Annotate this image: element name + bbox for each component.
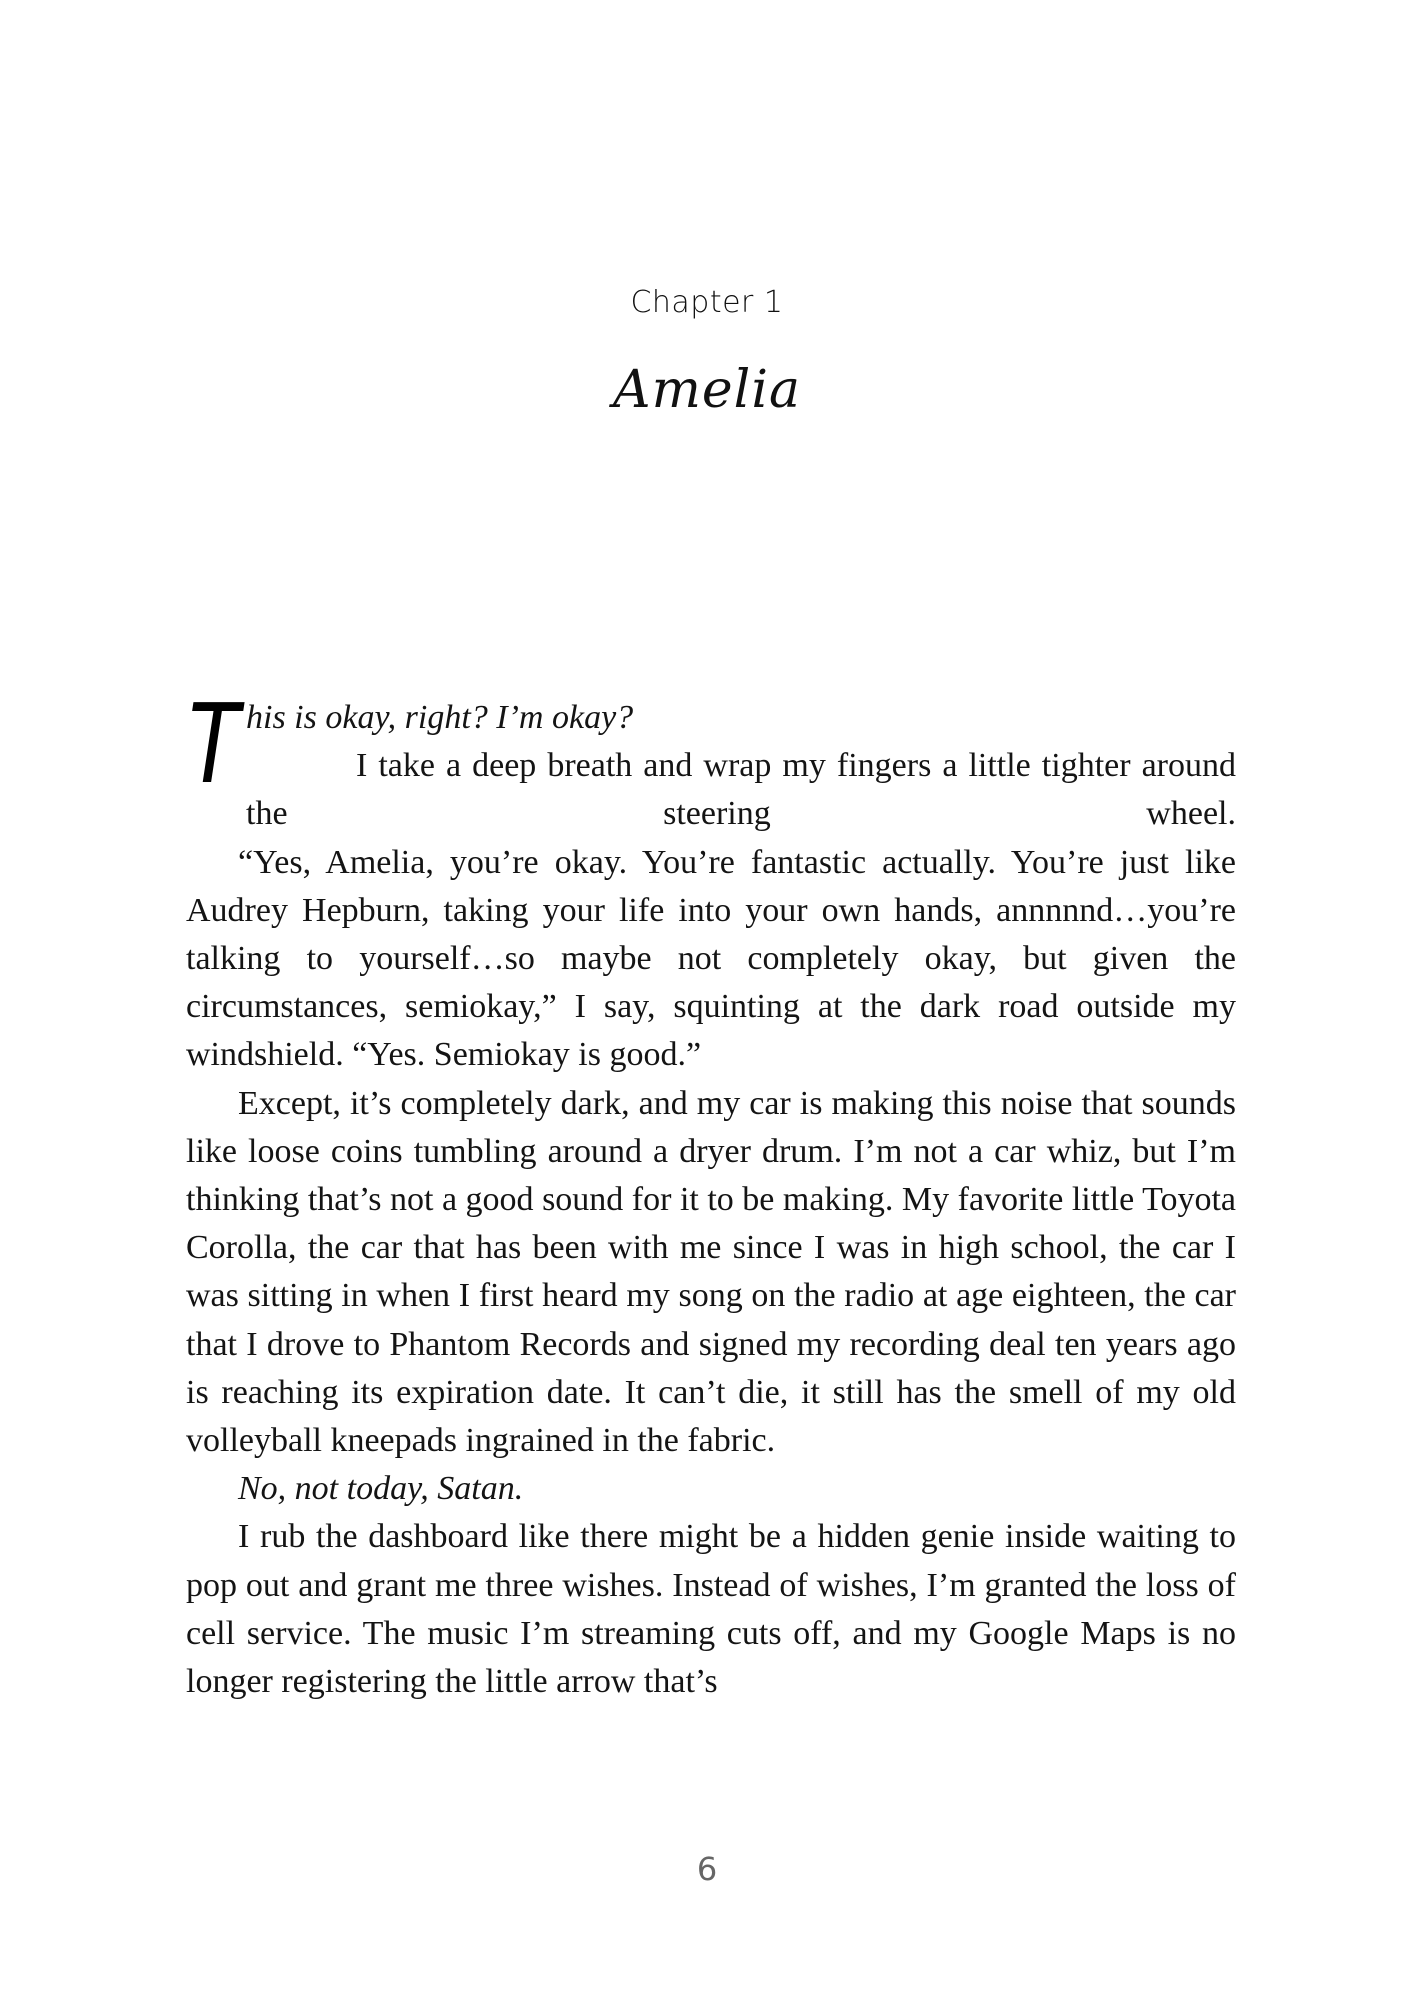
paragraph-2: “Yes, Amelia, you’re okay. You’re fantastic actually. You’re just like Audrey Hepburn, taking your life into your own hands, annnnnd…you’re talking to yourself…so maybe not completely okay, but given the circumstances, semiokay,” I say, squinting at the dark road outside my windshield. “Yes. Semiokay is good.” <box>186 843 1236 1074</box>
paragraph-5: I rub the dashboard like there might be a hidden genie inside waiting to pop out and grant me three wishes. Instead of wishes, I’m granted the loss of cell service. The music I’m streaming cuts off, and my Google Maps is no longer registering the little arrow that’s <box>186 1518 1236 1701</box>
chapter-body <box>184 677 1236 1706</box>
paragraph-3: Except, it’s completely dark, and my car is making this noise that sounds like loose coins tumbling around a dryer drum. I’m not a car whiz, but I’m thinking that’s not a good sound for it to be making. My favorite little Toyota Corolla, the car that has been with me since I was in high school, the car I was sitting in when I first heard my song on the radio at age eighteen, the car that I drove to Phantom Records and signed my recording deal ten years ago is reaching its expiration date. It can’t die, it still has the smell of my old volleyball kneepads ingrained in the fabric. <box>186 1084 1236 1460</box>
paragraph-1: I take a deep breath and wrap my fingers a little tighter around the steering wheel. <box>246 747 1236 833</box>
opening-italic-line: his is okay, right? I’m okay? <box>246 699 634 736</box>
chapter-label: Chapter 1 <box>630 285 784 320</box>
drop-cap: T <box>184 677 240 807</box>
opening-paragraph <box>184 677 1236 839</box>
chapter-title: Amelia <box>613 360 801 420</box>
paragraph-4: No, not today, Satan. <box>238 1470 524 1508</box>
page-number: 6 <box>696 1850 718 1888</box>
